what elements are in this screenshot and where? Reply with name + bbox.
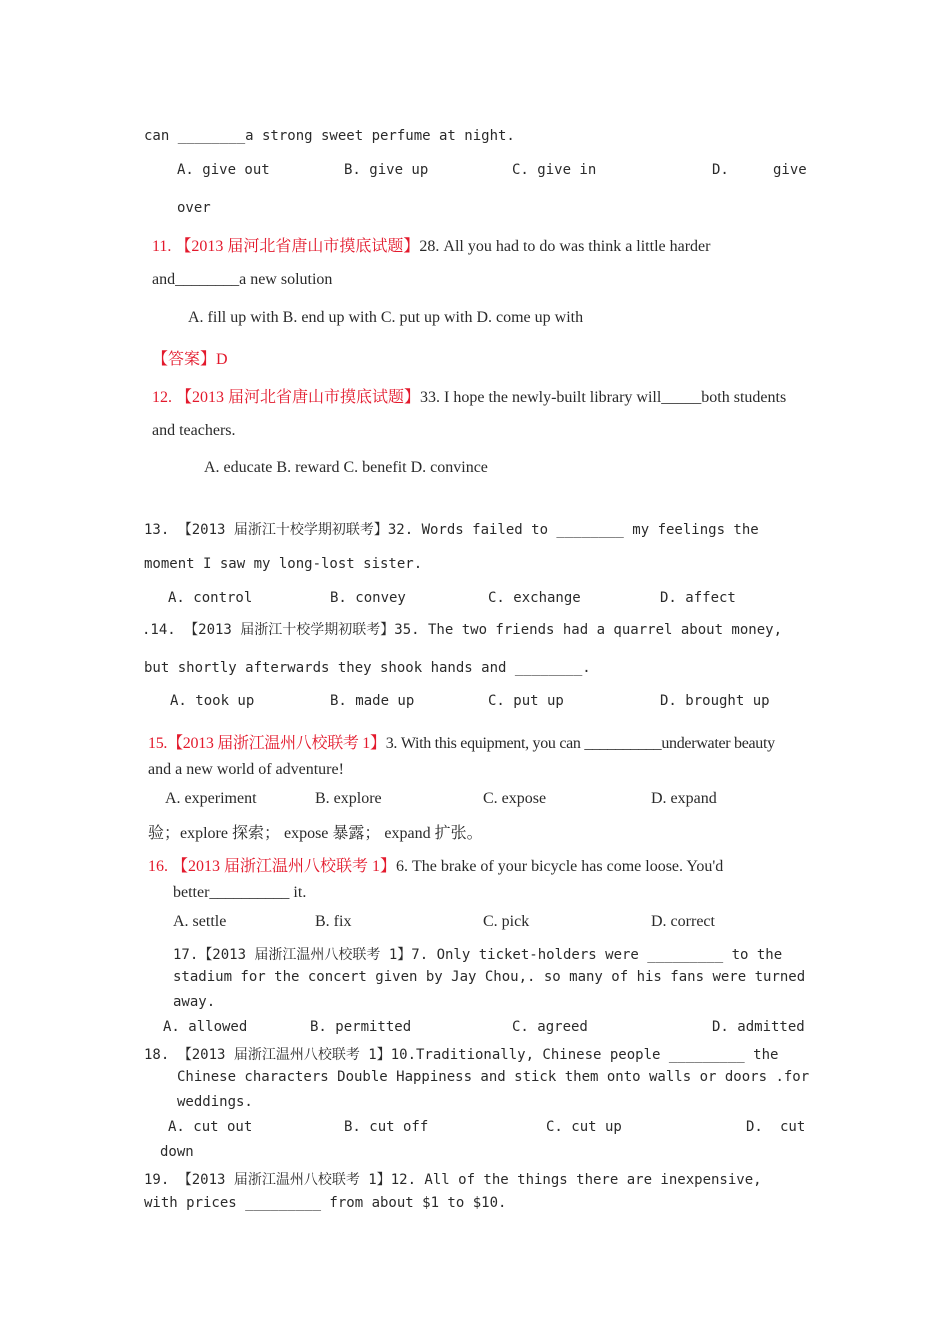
option-d-text: cut	[780, 1119, 806, 1135]
option-a: A. settle	[173, 913, 227, 930]
option-a: A. control	[168, 590, 253, 606]
question-text: 33. I hope the newly-built library will_____both students	[420, 389, 787, 406]
question-12-continued: and teachers.	[152, 422, 236, 439]
question-number: 11.	[152, 238, 172, 255]
question-18-continued: Chinese characters Double Happiness and stick them onto walls or doors .for	[177, 1069, 810, 1085]
question-12	[152, 384, 786, 407]
question-17: 17.【2013 届浙江温州八校联考 1】7. Only ticket-holders were _________ to the	[173, 947, 783, 963]
option-b: B. fix	[315, 913, 352, 930]
question-18-continued-2: weddings.	[177, 1094, 253, 1110]
option-d: D. admitted	[712, 1019, 805, 1035]
question-16	[148, 853, 723, 876]
explanation-note: 验；explore 探索； expose 暴露； expand 扩张。	[148, 825, 483, 842]
option-c: C. pick	[483, 913, 530, 930]
question-16-continued: better__________ it.	[173, 884, 307, 901]
question-source: 【2013 届浙江温州八校联考 1】	[167, 735, 386, 752]
question-17-continued: stadium for the concert given by Jay Chou,. so many of his fans were turned	[173, 969, 806, 985]
option-a: A. took up	[170, 693, 255, 709]
option-d: D. correct	[651, 913, 715, 930]
option-b: B. explore	[315, 790, 382, 807]
question-text: 28. All you had to do was think a little harder	[419, 238, 711, 255]
question-19: 19. 【2013 届浙江温州八校联考 1】12. All of the things there are inexpensive,	[144, 1172, 762, 1188]
question-number: 15.	[148, 735, 168, 752]
question-source: 【2013 届浙江温州八校联考 1】	[172, 858, 397, 875]
question-15	[148, 730, 775, 753]
question-text: 3. With this equipment, you can __________underwater beauty	[385, 735, 775, 752]
question-stem-line: can ________a strong sweet perfume at night.	[144, 128, 515, 144]
question-text: 6. The brake of your bicycle has come loose. You'd	[396, 858, 724, 875]
option-c: C. cut up	[546, 1119, 622, 1135]
question-14: .14. 【2013 届浙江十校学期初联考】35. The two friends had a quarrel about money,	[142, 622, 783, 638]
option-d: D. affect	[660, 590, 736, 606]
question-11-options: A. fill up with B. end up with C. put up with D. come up with	[188, 309, 584, 326]
option-d: D.	[746, 1119, 763, 1135]
question-13-continued: moment I saw my long-lost sister.	[144, 556, 423, 572]
option-a: A. cut out	[168, 1119, 253, 1135]
question-19-continued: with prices _________ from about $1 to $10.	[144, 1195, 507, 1211]
question-13: 13. 【2013 届浙江十校学期初联考】32. Words failed to ________ my feelings the	[144, 522, 759, 538]
option-c: C. expose	[483, 790, 547, 807]
option-b: B. permitted	[310, 1019, 412, 1035]
option-a: A. allowed	[163, 1019, 248, 1035]
option-a: A. experiment	[165, 790, 257, 807]
option-d: D. brought up	[660, 693, 770, 709]
question-number: 12.	[152, 389, 172, 406]
option-b: B. give up	[344, 162, 429, 178]
option-d: D. expand	[651, 790, 717, 807]
option-c: C. exchange	[488, 590, 581, 606]
question-source: 【2013 届河北省唐山市摸底试题】	[175, 238, 420, 255]
question-11	[152, 233, 710, 256]
option-d-continued: down	[160, 1144, 194, 1160]
question-17-continued-2: away.	[173, 994, 216, 1010]
question-14-continued: but shortly afterwards they shook hands and ________.	[144, 660, 591, 676]
question-15-continued: and a new world of adventure!	[148, 761, 344, 778]
option-c: C. give in	[512, 162, 597, 178]
option-c: C. put up	[488, 693, 564, 709]
question-18: 18. 【2013 届浙江温州八校联考 1】10.Traditionally, Chinese people _________ the	[144, 1047, 779, 1063]
option-d-text: give	[773, 162, 807, 178]
question-number: 16.	[148, 858, 168, 875]
option-b: B. cut off	[344, 1119, 429, 1135]
answer-label: 【答案】D	[152, 351, 228, 368]
option-d: D.	[712, 162, 729, 178]
question-source: 【2013 届河北省唐山市摸底试题】	[176, 389, 421, 406]
option-c: C. agreed	[512, 1019, 588, 1035]
option-b: B. convey	[330, 590, 406, 606]
question-11-continued: and________a new solution	[152, 271, 333, 288]
option-b: B. made up	[330, 693, 415, 709]
question-12-options: A. educate B. reward C. benefit D. convince	[204, 459, 488, 476]
option-d-continued: over	[177, 200, 211, 216]
option-a: A. give out	[177, 162, 270, 178]
